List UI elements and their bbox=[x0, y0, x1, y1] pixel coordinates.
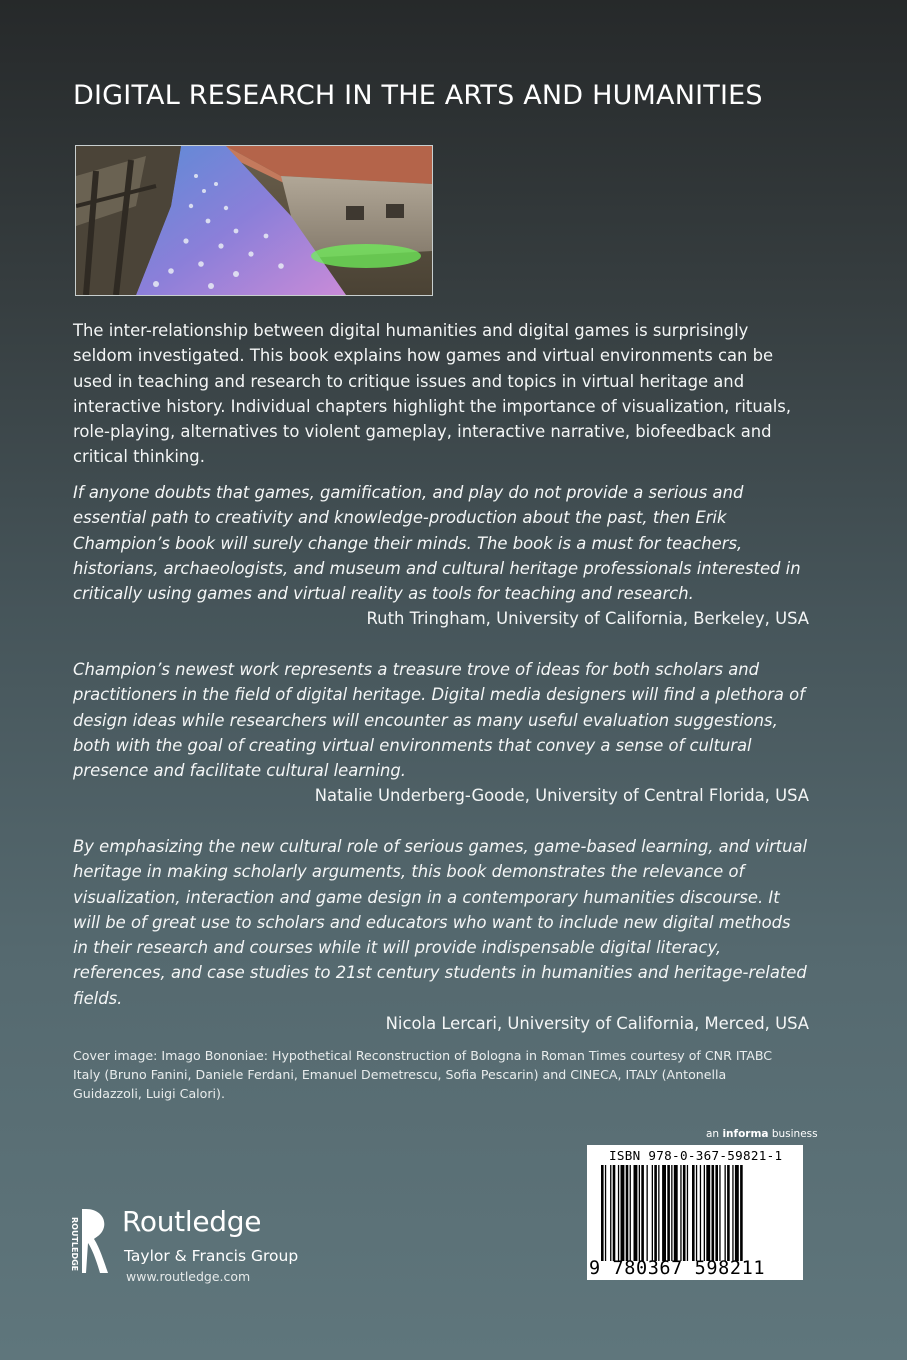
publisher-block bbox=[68, 1205, 328, 1285]
series-title: DIGITAL RESEARCH IN THE ARTS AND HUMANITIES bbox=[73, 80, 763, 111]
book-description: The inter-relationship between digital humanities and digital games is surprisingly seldom investigated. This book explains how games and virtual environments can be used in teaching and research to critique issues and topics in virtual heritage and interactive history. Individual chapters highlight the importance of visualization, rituals, role-playing, alternatives to violent gameplay, interactive narrative, biofeedback and critical thinking. bbox=[73, 321, 792, 467]
cover-image bbox=[75, 145, 433, 296]
cover-image-credit: Cover image: Imago Bononiae: Hypothetical Reconstruction of Bologna in Roman Times courtesy of CNR ITABC Italy (Bruno Fanini, Daniele Ferdani, Emanuel Demetrescu, Sofia Pescarin) and CINECA, ITALY (Antonella Guidazzoli, Luigi Calori). bbox=[73, 1048, 773, 1101]
review-quote: If anyone doubts that games, gamification, and play do not provide a serious and essential path to creativity and knowledge-production about the past, then Erik Champion’s book will surely change their minds. The book is a must for teachers, historians, archaeologists, and museum and cultural heritage professionals interested in critically using games and virtual reality as tools for teaching and research. bbox=[73, 483, 801, 604]
review bbox=[73, 834, 809, 1036]
publisher-name: Routledge bbox=[122, 1205, 262, 1238]
isbn-barcode bbox=[587, 1145, 803, 1280]
review-attribution: Ruth Tringham, University of California, Berkeley, USA bbox=[366, 609, 809, 629]
review-attribution: Natalie Underberg-Goode, University of Central Florida, USA bbox=[314, 786, 809, 806]
review bbox=[73, 657, 809, 809]
isbn-label: ISBN 978-0-367-59821-1 bbox=[609, 1148, 783, 1163]
publisher-group: Taylor & Francis Group bbox=[124, 1247, 299, 1265]
ean-number: 9 780367 598211 bbox=[589, 1258, 766, 1279]
review-quote: Champion’s newest work represents a treasure trove of ideas for both scholars and practitioners in the field of digital heritage. Digital media designers will find a plethora of design ideas while researchers will encounter as many useful evaluation suggestions, both with the goal of creating virtual environments that convey a sense of cultural presence and facilitate cultural learning. bbox=[73, 660, 805, 781]
publisher-url[interactable]: www.routledge.com bbox=[126, 1269, 251, 1284]
review bbox=[73, 480, 809, 632]
svg-text:ROUTLEDGE: ROUTLEDGE bbox=[70, 1217, 79, 1272]
review-attribution: Nicola Lercari, University of California, Merced, USA bbox=[385, 1014, 809, 1034]
routledge-logo-icon bbox=[68, 1207, 112, 1277]
review-quote: By emphasizing the new cultural role of serious games, game-based learning, and virtual heritage in making scholarly arguments, this book demonstrates the relevance of visualization, interaction and game design in a contemporary humanities discourse. It will be of great use to scholars and educators who want to include new digital methods in their research and courses while it will provide indispensable digital literacy, references, and case studies to 21st century students in humanities and heritage-related fields. bbox=[73, 837, 808, 1008]
barcode-bars bbox=[597, 1165, 797, 1261]
informa-business-label: an informa business bbox=[706, 1128, 818, 1140]
